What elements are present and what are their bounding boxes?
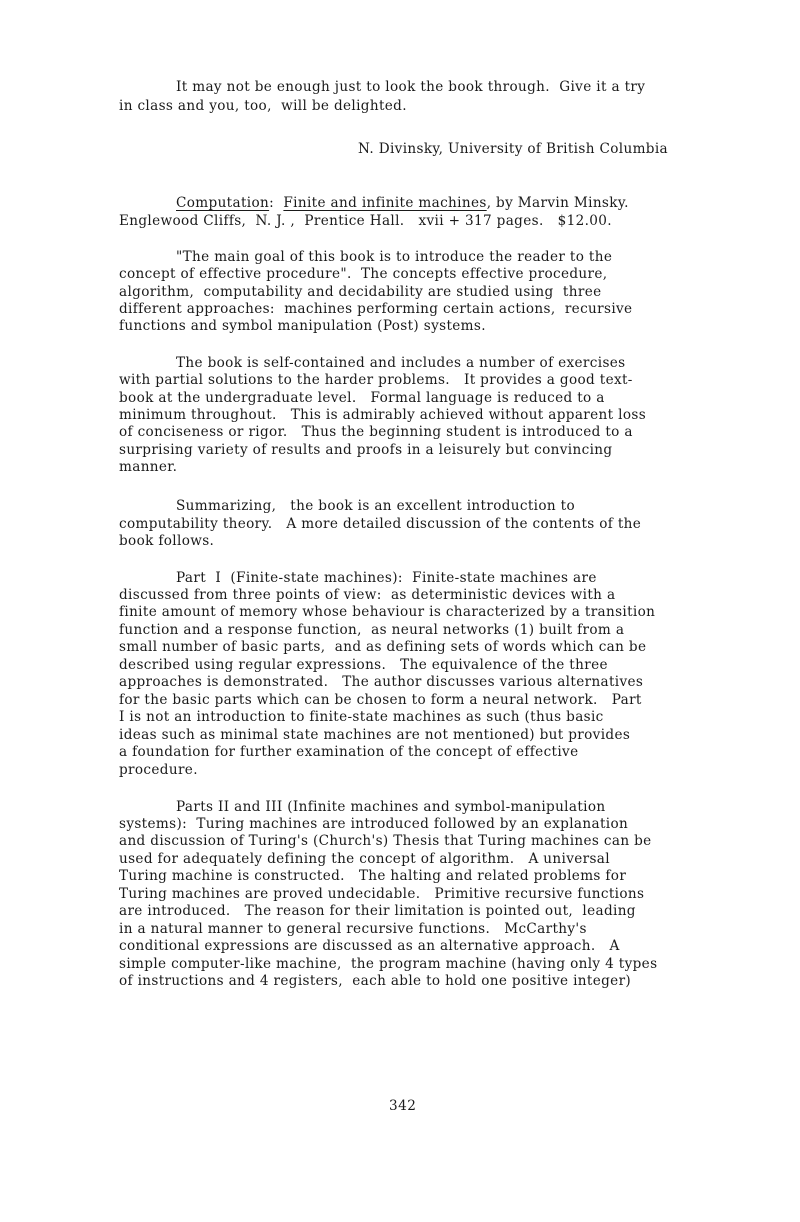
book-title-part2: Finite and infinite machines bbox=[283, 195, 487, 211]
paragraph-5-line: Turing machines are proved undecidable. Primitive recursive functions bbox=[119, 886, 645, 902]
paragraph-1-line: algorithm, computability and decidability are studied using three bbox=[119, 284, 602, 300]
paragraph-3-line: book follows. bbox=[119, 533, 215, 549]
paragraph-2-line: The book is self-contained and includes a number of exercises bbox=[176, 355, 626, 371]
paragraph-2-line: with partial solutions to the harder problems. It provides a good text- bbox=[119, 372, 633, 388]
paragraph-5-line: Turing machine is constructed. The halting and related problems for bbox=[119, 868, 627, 884]
paragraph-5-line: systems): Turing machines are introduced followed by an explanation bbox=[119, 816, 629, 832]
intro-line: It may not be enough just to look the book through. Give it a try bbox=[176, 79, 646, 95]
paragraph-4-line: I is not an introduction to finite-state machines as such (thus basic bbox=[119, 709, 604, 725]
paragraph-4-line: small number of basic parts, and as defining sets of words which can be bbox=[119, 639, 647, 655]
intro-line: in class and you, too, will be delighted. bbox=[119, 98, 407, 114]
paragraph-5-line: conditional expressions are discussed as an alternative approach. A bbox=[119, 938, 620, 954]
paragraph-4-line: Part I (Finite-state machines): Finite-state machines are bbox=[176, 570, 597, 586]
paragraph-2-line: book at the undergraduate level. Formal language is reduced to a bbox=[119, 390, 605, 406]
review-signature: N. Divinsky, University of British Columbia bbox=[358, 141, 669, 157]
citation-author: , by Marvin Minsky. bbox=[486, 195, 629, 211]
paragraph-5-line: simple computer-like machine, the program machine (having only 4 types bbox=[119, 956, 658, 972]
paragraph-1-line: functions and symbol manipulation (Post) systems. bbox=[119, 318, 486, 334]
book-title-part1: Computation bbox=[176, 195, 270, 211]
paragraph-4-line: procedure. bbox=[119, 762, 198, 778]
paragraph-1-line: "The main goal of this book is to introduce the reader to the bbox=[176, 249, 613, 265]
paragraph-4-line: for the basic parts which can be chosen to form a neural network. Part bbox=[119, 692, 642, 708]
paragraph-3-line: computability theory. A more detailed discussion of the contents of the bbox=[119, 516, 642, 532]
paragraph-5-line: Parts II and III (Infinite machines and symbol-manipulation bbox=[176, 799, 606, 815]
paragraph-4-line: described using regular expressions. The equivalence of the three bbox=[119, 657, 608, 673]
paragraph-4-line: approaches is demonstrated. The author discusses various alternatives bbox=[119, 674, 644, 690]
citation-publisher-line: Englewood Cliffs, N. J. , Prentice Hall. xvii + 317 pages. $12.00. bbox=[119, 213, 612, 229]
citation-colon: : bbox=[269, 195, 284, 211]
paragraph-1-line: different approaches: machines performing certain actions, recursive bbox=[119, 301, 633, 317]
paragraph-5-line: of instructions and 4 registers, each able to hold one positive integer) bbox=[119, 973, 632, 989]
paragraph-4-line: a foundation for further examination of the concept of effective bbox=[119, 744, 579, 760]
paragraph-2-line: of conciseness or rigor. Thus the beginning student is introduced to a bbox=[119, 424, 633, 440]
paragraph-4-line: finite amount of memory whose behaviour is characterized by a transition bbox=[119, 604, 656, 620]
paragraph-5-line: used for adequately defining the concept of algorithm. A universal bbox=[119, 851, 610, 867]
paragraph-4-line: function and a response function, as neural networks (1) built from a bbox=[119, 622, 625, 638]
paragraph-2-line: surprising variety of results and proofs in a leisurely but convincing bbox=[119, 442, 613, 458]
paragraph-5-line: and discussion of Turing's (Church's) Thesis that Turing machines can be bbox=[119, 833, 652, 849]
paragraph-2-line: manner. bbox=[119, 459, 178, 475]
paragraph-1-line: concept of effective procedure". The concepts effective procedure, bbox=[119, 266, 608, 282]
paragraph-5-line: in a natural manner to general recursive functions. McCarthy's bbox=[119, 921, 587, 937]
book-citation bbox=[176, 195, 629, 212]
paragraph-4-line: discussed from three points of view: as deterministic devices with a bbox=[119, 587, 616, 603]
paragraph-2-line: minimum throughout. This is admirably achieved without apparent loss bbox=[119, 407, 647, 423]
paragraph-4-line: ideas such as minimal state machines are not mentioned) but provides bbox=[119, 727, 631, 743]
page-number: 342 bbox=[389, 1098, 417, 1114]
paragraph-3-line: Summarizing, the book is an excellent introduction to bbox=[176, 498, 576, 514]
paragraph-5-line: are introduced. The reason for their limitation is pointed out, leading bbox=[119, 903, 636, 919]
